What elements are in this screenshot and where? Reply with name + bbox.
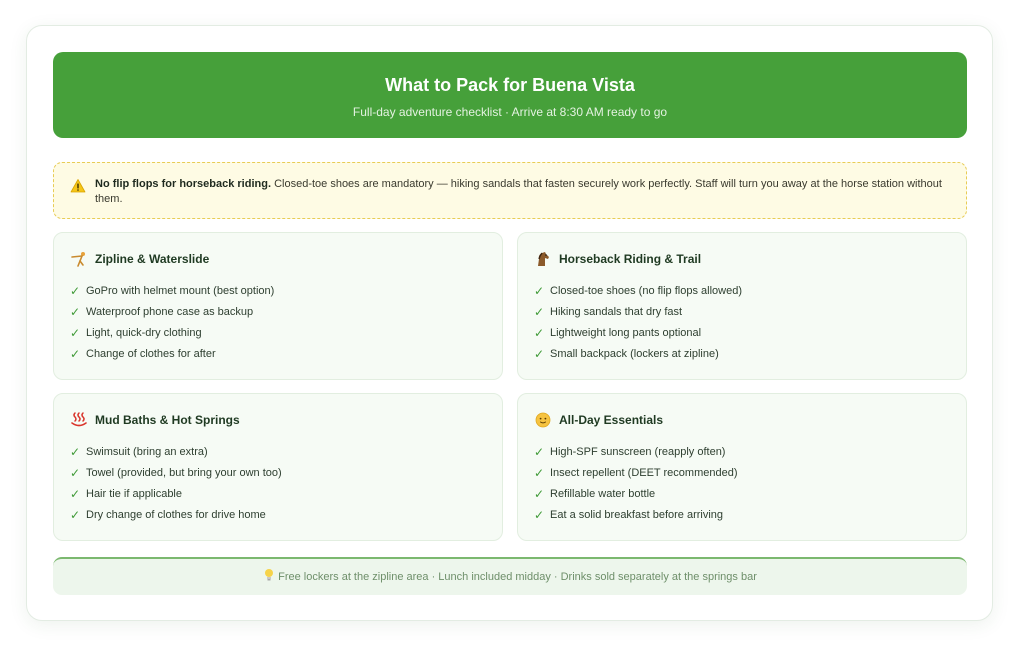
section-horseback xyxy=(517,232,967,380)
warning-banner xyxy=(53,162,967,219)
list-item xyxy=(534,505,738,526)
warning-text xyxy=(95,177,950,207)
section-title: Zipline & Waterslide xyxy=(95,252,210,266)
warning-bold-text: No flip flops for horseback riding. xyxy=(95,178,272,190)
section-header xyxy=(70,250,209,268)
item-label: Light, quick-dry clothing xyxy=(86,327,202,339)
section-title: Horseback Riding & Trail xyxy=(559,252,702,266)
gymnast-icon xyxy=(70,250,88,268)
check-icon: ✓ xyxy=(70,508,81,522)
section-header xyxy=(534,411,663,429)
hot-springs-icon xyxy=(70,411,88,429)
header-banner xyxy=(53,52,967,138)
horse-icon xyxy=(534,250,552,268)
check-icon: ✓ xyxy=(534,305,545,319)
list-item xyxy=(70,323,274,344)
lightbulb-icon xyxy=(263,568,275,582)
section-title: All-Day Essentials xyxy=(559,413,664,427)
section-essentials xyxy=(517,393,967,541)
item-label: Hiking sandals that dry fast xyxy=(550,306,683,318)
item-label: High-SPF sunscreen (reapply often) xyxy=(550,446,726,458)
check-icon: ✓ xyxy=(70,284,81,298)
check-icon: ✓ xyxy=(70,445,81,459)
item-label: Swimsuit (bring an extra) xyxy=(86,446,208,458)
list-item xyxy=(534,281,742,302)
item-label: Eat a solid breakfast before arriving xyxy=(550,509,724,521)
list-item xyxy=(70,505,282,526)
item-label: Dry change of clothes for drive home xyxy=(86,509,266,521)
item-label: Closed-toe shoes (no flip flops allowed) xyxy=(550,285,742,297)
check-icon: ✓ xyxy=(534,445,545,459)
list-item xyxy=(70,484,282,505)
footer-note xyxy=(53,557,967,595)
list-item xyxy=(70,344,274,365)
item-label: Insect repellent (DEET recommended) xyxy=(550,467,738,479)
footer-text: Free lockers at the zipline area · Lunch included midday · Drinks sold separately at the springs bar xyxy=(278,571,757,583)
page-title: What to Pack for Buena Vista xyxy=(385,75,635,95)
checklist xyxy=(534,281,742,365)
item-label: Towel (provided, but bring your own too) xyxy=(86,467,282,479)
check-icon: ✓ xyxy=(534,487,545,501)
item-label: Lightweight long pants optional xyxy=(550,327,702,339)
sun-face-icon xyxy=(534,411,552,429)
list-item xyxy=(70,442,282,463)
warning-icon xyxy=(70,178,86,194)
list-item xyxy=(534,484,738,505)
section-zipline xyxy=(53,232,503,380)
item-label: Waterproof phone case as backup xyxy=(86,306,254,318)
list-item xyxy=(534,344,742,365)
check-icon: ✓ xyxy=(70,305,81,319)
section-mud-baths xyxy=(53,393,503,541)
check-icon: ✓ xyxy=(70,487,81,501)
checklist xyxy=(70,442,282,526)
section-title: Mud Baths & Hot Springs xyxy=(95,413,240,427)
list-item xyxy=(70,302,274,323)
item-label: GoPro with helmet mount (best option) xyxy=(86,285,275,297)
list-item xyxy=(70,281,274,302)
check-icon: ✓ xyxy=(534,508,545,522)
warning-body-text: Closed-toe shoes are mandatory — hiking sandals that fasten securely work perfectly. Staff will turn you away at the horse station without them. xyxy=(95,178,942,205)
check-icon: ✓ xyxy=(534,347,545,361)
section-header xyxy=(70,411,240,429)
check-icon: ✓ xyxy=(70,347,81,361)
list-item xyxy=(534,323,742,344)
packing-card xyxy=(26,25,993,621)
check-icon: ✓ xyxy=(534,326,545,340)
section-header xyxy=(534,250,701,268)
check-icon: ✓ xyxy=(70,326,81,340)
checklist xyxy=(70,281,274,365)
list-item xyxy=(534,302,742,323)
item-label: Refillable water bottle xyxy=(550,488,656,500)
check-icon: ✓ xyxy=(534,284,545,298)
checklist xyxy=(534,442,738,526)
item-label: Change of clothes for after xyxy=(86,348,216,360)
page-subtitle: Full-day adventure checklist · Arrive at 8:30 AM ready to go xyxy=(352,105,668,119)
check-icon: ✓ xyxy=(534,466,545,480)
list-item xyxy=(70,463,282,484)
item-label: Small backpack (lockers at zipline) xyxy=(550,348,719,360)
list-item xyxy=(534,442,738,463)
check-icon: ✓ xyxy=(70,466,81,480)
item-label: Hair tie if applicable xyxy=(86,488,182,500)
list-item xyxy=(534,463,738,484)
